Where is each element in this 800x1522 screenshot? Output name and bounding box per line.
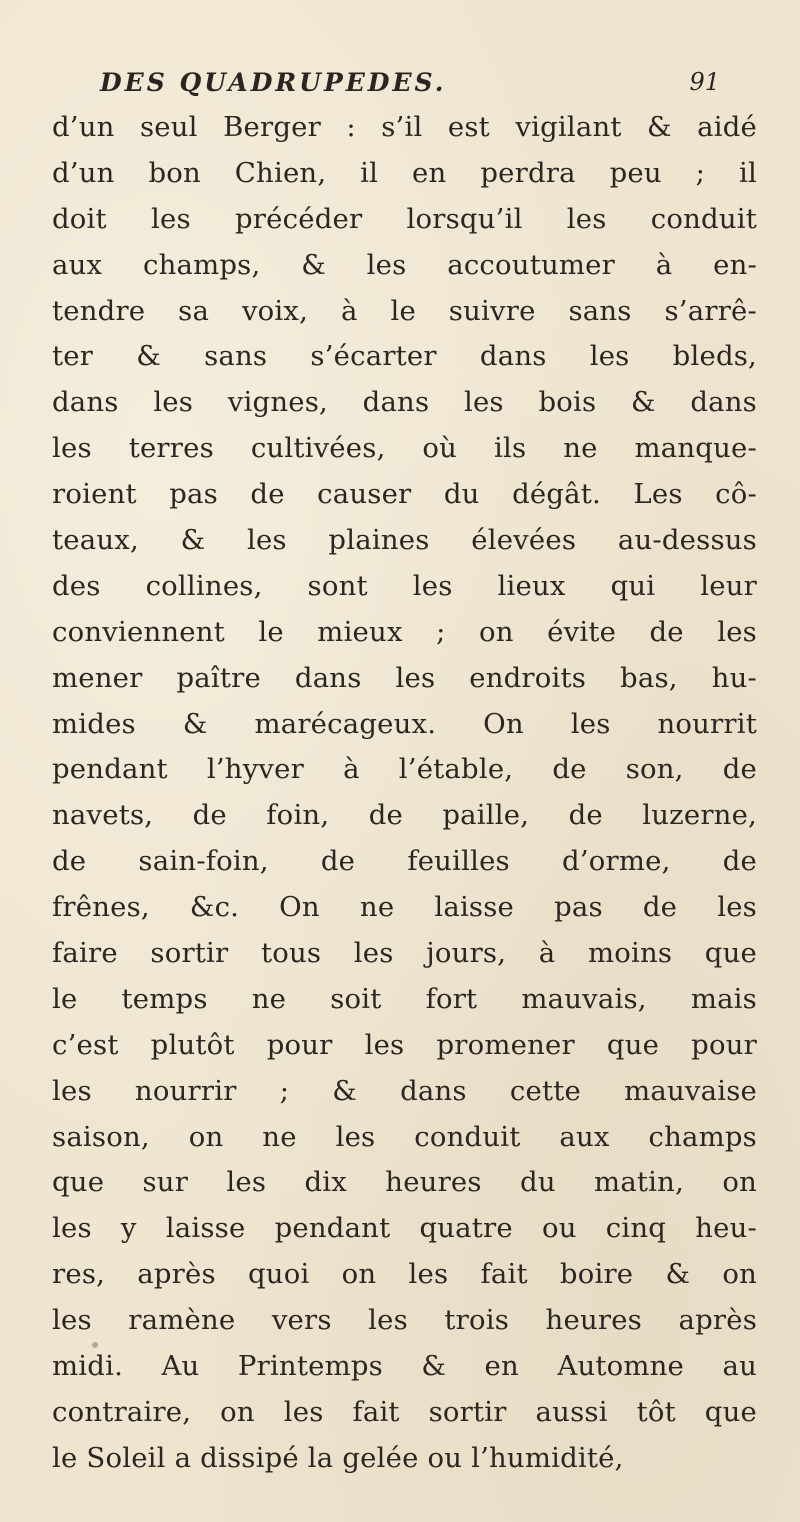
text-line: saison, on ne les conduit aux champs bbox=[52, 1120, 757, 1153]
text-line: res, après quoi on les fait boire & on bbox=[52, 1258, 757, 1291]
text-line: ter & sans s’écarter dans les bleds, bbox=[52, 340, 757, 373]
running-head-title: DES QUADRUPEDES. bbox=[100, 68, 447, 97]
paper-speck bbox=[92, 1342, 98, 1348]
running-head bbox=[100, 68, 720, 108]
text-line: d’un bon Chien, il en perdra peu ; il bbox=[52, 156, 757, 189]
text-line: de sain-foin, de feuilles d’orme, de bbox=[52, 845, 757, 878]
text-line: teaux, & les plaines élevées au-dessus bbox=[52, 524, 757, 557]
text-line: tendre sa voix, à le suivre sans s’arrê- bbox=[52, 294, 757, 327]
text-line: le Soleil a dissipé la gelée ou l’humidité, bbox=[52, 1441, 624, 1474]
text-line: les terres cultivées, où ils ne manque- bbox=[52, 432, 757, 465]
text-line: navets, de foin, de paille, de luzerne, bbox=[52, 799, 757, 832]
text-line: mides & marécageux. On les nourrit bbox=[52, 707, 757, 740]
text-line: mener paître dans les endroits bas, hu- bbox=[52, 661, 757, 694]
text-line: roient pas de causer du dégât. Les cô- bbox=[52, 478, 757, 511]
body-text bbox=[52, 105, 757, 1482]
text-line: dans les vignes, dans les bois & dans bbox=[52, 386, 757, 419]
text-line: contraire, on les fait sortir aussi tôt que bbox=[52, 1395, 757, 1428]
text-line: midi. Au Printemps & en Automne au bbox=[52, 1350, 757, 1383]
text-line: c’est plutôt pour les promener que pour bbox=[52, 1028, 757, 1061]
text-line: les ramène vers les trois heures après bbox=[52, 1304, 757, 1337]
text-line: d’un seul Berger : s’il est vigilant & aidé bbox=[52, 111, 757, 143]
text-line: frênes, &c. On ne laisse pas de les bbox=[52, 891, 757, 924]
text-line: les y laisse pendant quatre ou cinq heu- bbox=[52, 1212, 757, 1245]
text-line: aux champs, & les accoutumer à en- bbox=[52, 248, 757, 281]
text-line: que sur les dix heures du matin, on bbox=[52, 1166, 757, 1199]
text-line: faire sortir tous les jours, à moins que bbox=[52, 937, 757, 970]
page-number: 91 bbox=[689, 68, 720, 96]
text-line: doit les précéder lorsqu’il les conduit bbox=[52, 202, 757, 235]
text-line: le temps ne soit fort mauvais, mais bbox=[52, 982, 757, 1015]
text-line: conviennent le mieux ; on évite de les bbox=[52, 615, 757, 648]
text-line: pendant l’hyver à l’étable, de son, de bbox=[52, 753, 757, 786]
text-line: les nourrir ; & dans cette mauvaise bbox=[52, 1074, 757, 1107]
text-line: des collines, sont les lieux qui leur bbox=[52, 569, 757, 602]
